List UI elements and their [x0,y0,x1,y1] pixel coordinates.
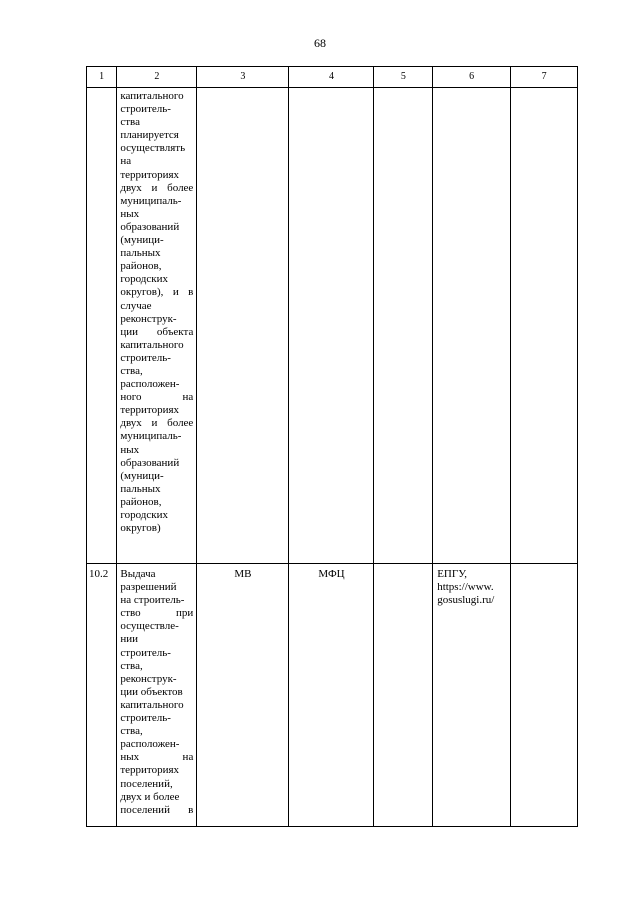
text-line: муниципаль- [120,430,182,443]
text-line: поселений в [120,803,194,816]
text-line: на [120,155,132,168]
text-line: муниципаль- [120,194,182,207]
cell-col7 [511,564,578,827]
cell-col7 [511,88,578,564]
header-cell-4: 4 [289,67,374,88]
cell-col3: МВ [197,564,289,827]
text-line: городских [120,509,168,521]
text-line: округов) [120,522,161,535]
text-line: капитального [120,338,184,351]
text-line: строитель- [120,646,171,659]
text-line: двух и более [120,417,194,430]
cell-service-description [117,564,197,827]
text-line: реконструк- [120,312,177,325]
text-line: пальных [120,247,161,260]
text-line: реконструк- [120,672,177,685]
cell-col6 [433,88,511,564]
text-line: расположен- [120,378,180,391]
text-line: строитель- [120,712,171,725]
text-line: ство при [120,607,194,620]
text-line: ции объектов [120,685,183,698]
header-row [87,67,578,88]
header-cell-6: 6 [433,67,511,88]
text-line: поселений, [120,777,173,790]
text-line: городских [120,273,168,286]
text-line: ного на [120,391,194,404]
text-line: на строитель- [120,594,185,607]
header-cell-1: 1 [87,67,117,88]
text-line: районов, [120,260,162,273]
text-line: территориях [120,764,180,777]
text-line: пальных [120,482,161,495]
text-line: https://www. [437,581,494,594]
cell-number: 10.2 [87,564,117,827]
cell-portal-link [433,564,511,827]
header-cell-7: 7 [511,67,578,88]
text-line: строитель- [120,351,171,364]
text-line: строитель- [120,103,171,116]
text-line: осуществлять [120,142,186,155]
text-line: разрешений [120,581,177,594]
cell-service-description [117,88,197,564]
header-cell-5: 5 [374,67,433,88]
text-line: Выдача [120,568,156,580]
header-cell-3: 3 [197,67,289,88]
text-line: (муници- [120,469,164,482]
text-line: ства, [120,725,143,738]
text-line: ЕПГУ, [437,568,467,580]
cell-col4: МФЦ [289,564,374,827]
text-line: районов, [120,495,162,508]
table-row-continuation [87,88,578,564]
text-line: (муници- [120,234,164,247]
header-cell-2: 2 [117,67,197,88]
text-line: нии [120,633,139,646]
text-line: расположен- [120,738,180,751]
text-line: округов), и в [120,286,194,299]
text-line: капитального [120,90,184,102]
text-line: ных [120,443,140,456]
text-line: территориях [120,404,180,417]
text-line: территориях [120,168,180,181]
text-line: случае [120,299,152,312]
text-line: планируется [120,129,179,142]
page-number: 68 [314,36,326,50]
text-line: gosuslugi.ru/ [437,594,495,607]
text-line: ных [120,207,140,220]
cell-col5 [374,88,433,564]
text-line: двух и более [120,181,194,194]
text-line: ства, [120,364,143,377]
cell-number [87,88,117,564]
services-table [86,66,578,827]
cell-col3 [197,88,289,564]
table-row-10-2 [87,564,578,827]
text-line: образований [120,220,180,233]
text-line: ства, [120,659,143,672]
text-line: ства [120,116,140,129]
cell-col5 [374,564,433,827]
text-line: образований [120,456,180,469]
text-line: осуществле- [120,620,179,633]
text-line: капитального [120,698,184,711]
text-line: ции объекта [120,325,194,338]
cell-col4 [289,88,374,564]
text-line: ных на [120,751,194,764]
text-line: двух и более [120,790,180,803]
